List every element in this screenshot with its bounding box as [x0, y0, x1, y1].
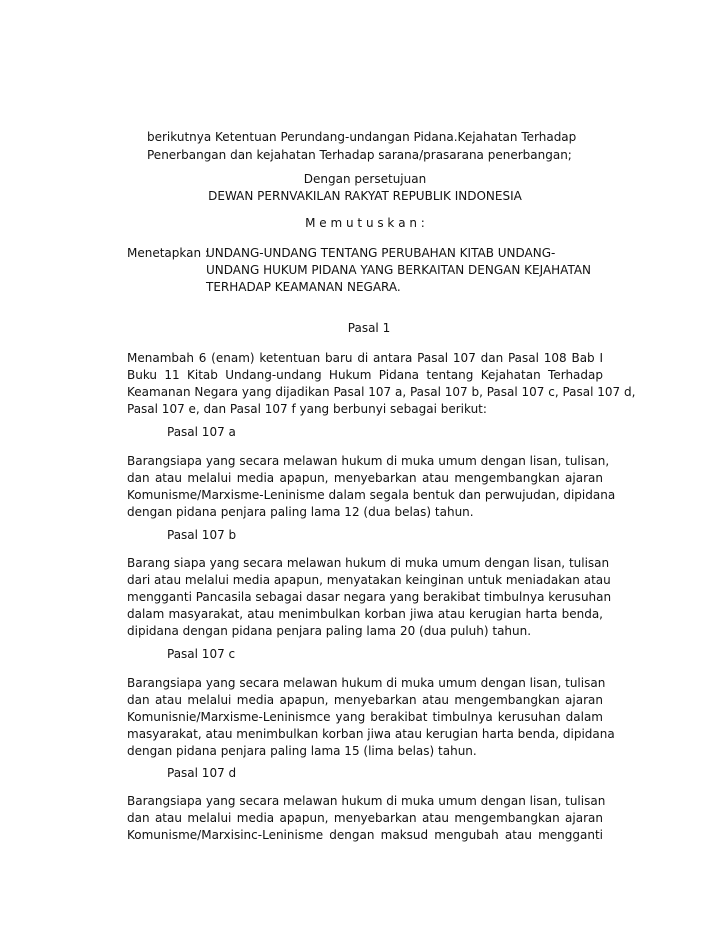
body-line: Komunisme/Marxisinc-Leninisme dengan maksud mengubah atau mengganti [127, 828, 603, 842]
section-title: Pasal 107 d [167, 766, 237, 780]
body-line: Menambah 6 (enam) ketentuan baru di antara Pasal 107 dan Pasal 108 Bab I [127, 351, 603, 365]
body-line: masyarakat, atau menimbulkan korban jiwa atau kerugian harta benda, dipidana [127, 727, 615, 741]
approval-line: Dengan persetujuan [303, 172, 427, 186]
body-line: Buku 11 Kitab Undang-undang Hukum Pidana tentang Kejahatan Terhadap [127, 368, 603, 382]
body-line: Barangsiapa yang secara melawan hukum di muka umum dengan lisan, tulisan [127, 794, 606, 808]
enactment-line: TERHADAP KEAMANAN NEGARA. [206, 280, 401, 294]
body-line: dipidana dengan pidana penjara paling lama 20 (dua puluh) tahun. [127, 624, 532, 638]
enactment-label: Menetapkan : [127, 246, 209, 260]
body-line: Komunisnie/Marxisme-Leninismce yang berakibat timbulnya kerusuhan dalam [127, 710, 603, 724]
body-line: Komunisme/Marxisme-Leninisme dalam segala bentuk dan perwujudan, dipidana [127, 488, 616, 502]
document-page [127, 0, 636, 942]
enactment-line: UNDANG-UNDANG TENTANG PERUBAHAN KITAB UNDANG- [206, 246, 556, 260]
approval-institution: DEWAN PERNVAKILAN RAKYAT REPUBLIK INDONESIA [208, 189, 522, 203]
decision-heading: M e m u t u s k a n : [305, 216, 425, 230]
body-line: Barangsiapa yang secara melawan hukum di muka umum dengan lisan, tulisan [127, 676, 606, 690]
body-line: Pasal 107 e, dan Pasal 107 f yang berbunyi sebagai berikut: [127, 402, 487, 416]
body-line: Barang siapa yang secara melawan hukum di muka umum dengan lisan, tulisan [127, 556, 610, 570]
body-line: Keamanan Negara yang dijadikan Pasal 107 a, Pasal 107 b, Pasal 107 c, Pasal 107 d, [127, 385, 636, 399]
body-line: dalam masyarakat, atau menimbulkan korban jiwa atau kerugian harta benda, [127, 607, 603, 621]
body-line: dengan pidana penjara paling lama 12 (dua belas) tahun. [127, 505, 474, 519]
body-line: Barangsiapa yang secara melawan hukum di muka umum dengan lisan, tulisan, [127, 454, 610, 468]
body-line: mengganti Pancasila sebagai dasar negara yang berakibat timbulnya kerusuhan [127, 590, 612, 604]
enactment-line: UNDANG HUKUM PIDANA YANG BERKAITAN DENGAN KEJAHATAN [206, 263, 592, 277]
preamble-line: Penerbangan dan kejahatan Terhadap sarana/prasarana penerbangan; [147, 148, 572, 162]
preamble-line: berikutnya Ketentuan Perundang-undangan Pidana.Kejahatan Terhadap [147, 130, 577, 144]
article-title: Pasal 1 [347, 321, 391, 335]
body-line: dan atau melalui media apapun, menyebarkan atau mengembangkan ajaran [127, 471, 603, 485]
section-title: Pasal 107 a [167, 425, 236, 439]
body-line: dari atau melalui media apapun, menyatakan keinginan untuk meniadakan atau [127, 573, 611, 587]
section-title: Pasal 107 b [167, 528, 237, 542]
body-line: dan atau melalui media apapun, menyebarkan atau mengembangkan ajaran [127, 693, 603, 707]
body-line: dan atau melalui media apapun, menyebarkan atau mengembangkan ajaran [127, 811, 603, 825]
body-line: dengan pidana penjara paling lama 15 (lima belas) tahun. [127, 744, 477, 758]
section-title: Pasal 107 c [167, 647, 236, 661]
